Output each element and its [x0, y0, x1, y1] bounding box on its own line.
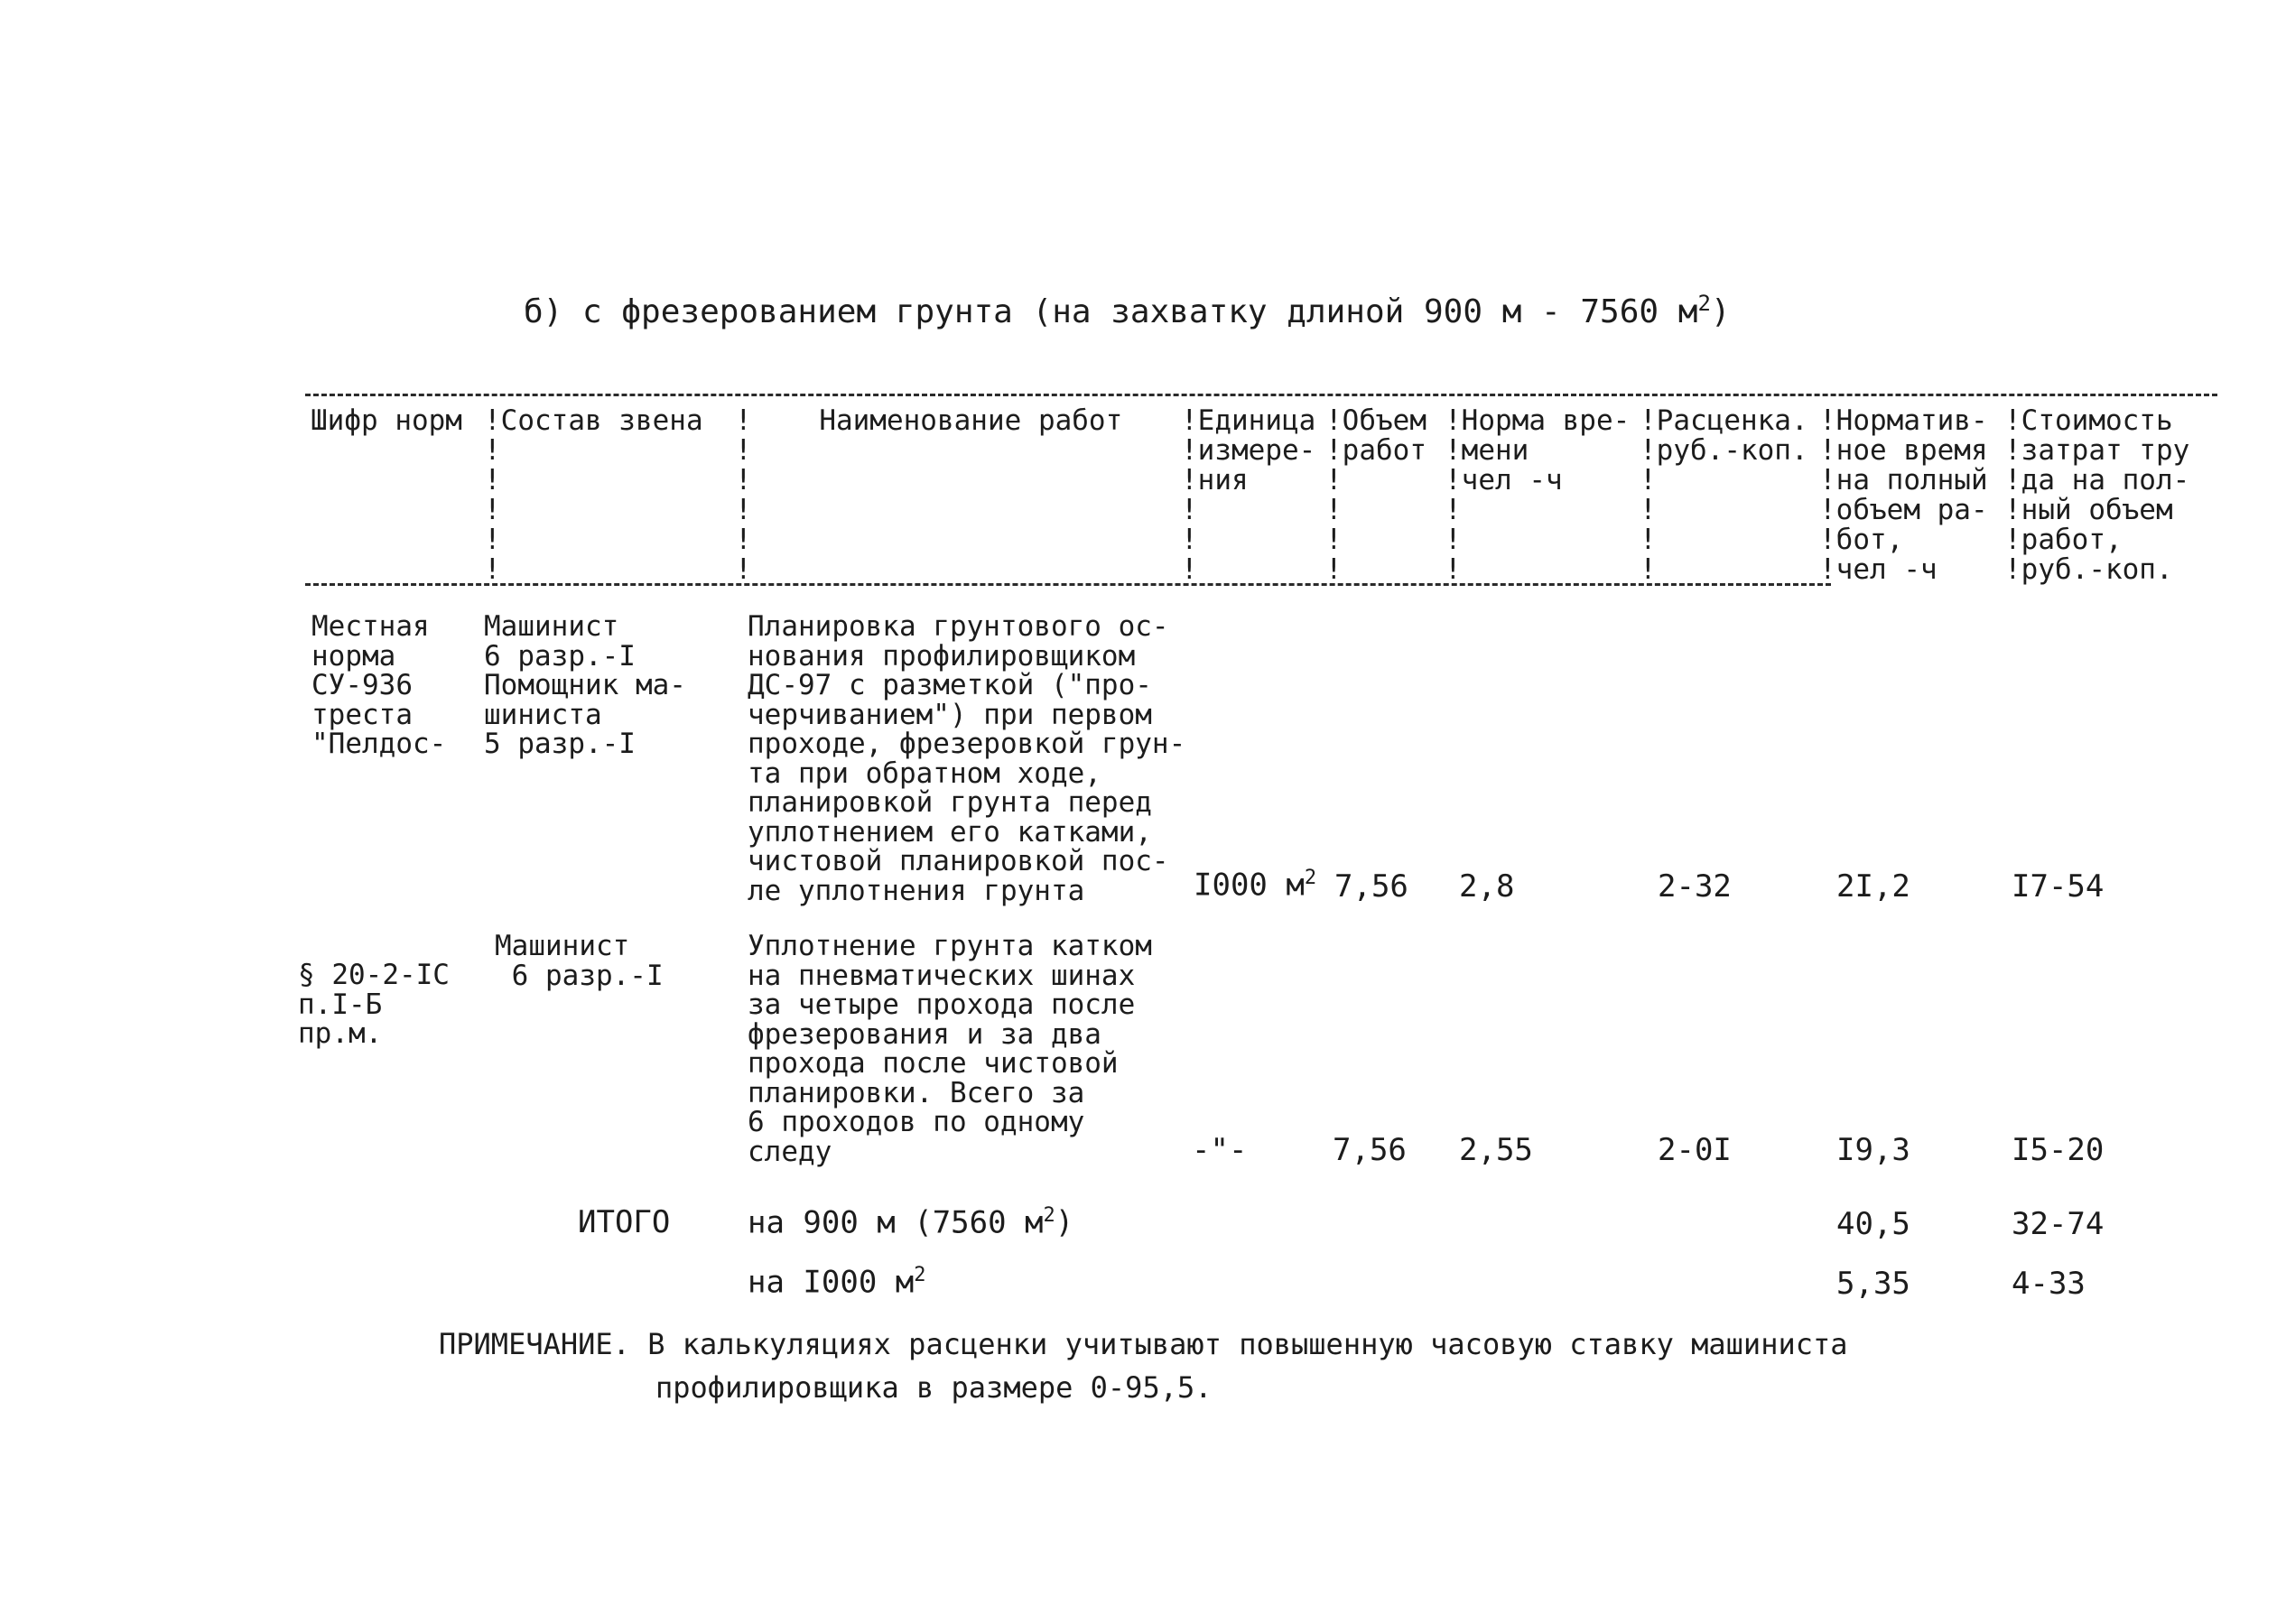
row1-total-time: 2I,2: [1836, 868, 1910, 905]
totals-line1-time: 40,5: [1836, 1206, 1910, 1242]
row1-work: Планировка грунтового ос- нования профилировщиком ДС-97 с разметкой ("про- черчиванием") при первом проходе, фрезеровкой грун- та при обратном ходе, планировкой грунта перед уплотнением его катками, чистовой планировкой пос- ле уплотнения грунта: [748, 610, 1186, 907]
row2-crew: Машинист 6 разр.-I: [495, 930, 664, 992]
row2-work: Уплотнение грунта катком на пневматических шинах за четыре прохода после фрезерования и за два прохода после чистовой планировки. Всего за 6 проходов по одному следу: [748, 930, 1152, 1168]
header-work: ! Наименование работ ! ! ! ! !: [735, 404, 1123, 586]
totals-line2-time: 5,35: [1836, 1266, 1910, 1302]
row1-crew: Машинист 6 разр.-I Помощник ма- шиниста 5 разр.-I: [484, 610, 686, 760]
header-volume: !Объем !работ ! ! ! !: [1325, 404, 1426, 586]
row2-time-norm: 2,55: [1459, 1132, 1533, 1168]
note-line-1: ПРИМЕЧАНИЕ. В калькуляциях расценки учитывают повышенную часовую ставку машиниста: [439, 1327, 1848, 1361]
row1-norm: Местная норма СУ-936 треста "Пелдос-: [311, 610, 447, 760]
row1-unit: I000 $м^2$: [1194, 867, 1317, 904]
table-top-rule: [305, 394, 2217, 396]
header-cost: !Стоимость !затрат тру !да на пол- !ный объем !работ, !руб.-коп.: [2004, 404, 2190, 586]
totals-label: ИТОГО: [578, 1204, 671, 1240]
row1-volume: 7,56: [1334, 868, 1408, 905]
section-title: б) с фрезерованием грунта (на захватку длиной 900 м - 7560 $м^2$): [524, 291, 1731, 330]
row1-time-norm: 2,8: [1459, 868, 1515, 905]
totals-line2-text: на I000 $м^2$: [748, 1264, 926, 1301]
row1-rate: 2-32: [1658, 868, 1732, 905]
header-crew: !Состав звена ! ! ! ! !: [484, 404, 703, 586]
header-rate: !Расценка. !руб.-коп. ! ! ! !: [1640, 404, 1808, 586]
header-norm: Шифр норм: [311, 404, 462, 437]
totals-line1-cost: 32-74: [2012, 1206, 2105, 1242]
row2-unit: -"-: [1192, 1132, 1248, 1168]
row2-rate: 2-0I: [1658, 1132, 1732, 1168]
totals-line1-text: на 900 м (7560 $м^2$): [748, 1204, 1074, 1241]
header-total-time: !Норматив- !ное время !на полный !объем ра- !бот, !чел -ч: [1819, 404, 1988, 586]
note-line-2: профилировщика в размере 0-95,5.: [655, 1370, 1213, 1405]
header-unit: !Единица !измере- !ния ! ! !: [1181, 404, 1316, 586]
row2-cost: I5-20: [2012, 1132, 2105, 1168]
row2-norm: § 20-2-IC п.I-Б пр.м.: [298, 959, 450, 1050]
row2-volume: 7,56: [1333, 1132, 1407, 1168]
totals-line2-cost: 4-33: [2012, 1266, 2086, 1302]
row2-total-time: I9,3: [1836, 1132, 1910, 1168]
row1-cost: I7-54: [2012, 868, 2105, 905]
header-time-norm: !Норма вре- !мени !чел -ч ! ! !: [1445, 404, 1631, 586]
